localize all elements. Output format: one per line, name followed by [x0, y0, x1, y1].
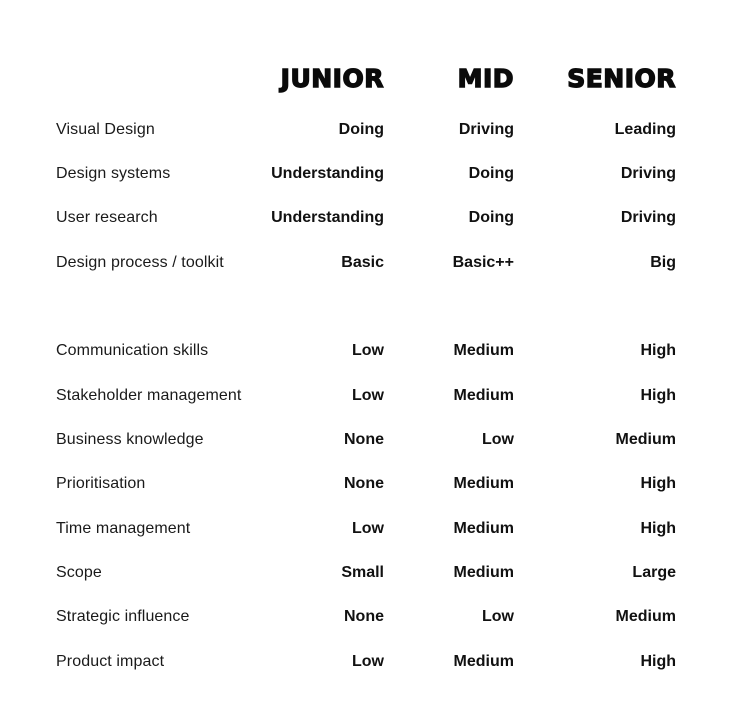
column-header-senior: SENIOR — [567, 64, 676, 93]
skill-label: Time management — [56, 520, 191, 537]
senior-value: High — [640, 520, 676, 537]
mid-value: Medium — [453, 564, 514, 581]
junior-value: Low — [352, 653, 384, 670]
senior-value: Big — [650, 254, 676, 271]
skill-label: User research — [56, 209, 158, 226]
skill-row-communication — [0, 338, 750, 364]
junior-value: Understanding — [271, 165, 384, 182]
column-header-junior: JUNIOR — [280, 64, 384, 93]
skill-label: Design process / toolkit — [56, 254, 224, 271]
skill-label: Design systems — [56, 165, 171, 182]
skill-row-design-process — [0, 250, 750, 276]
mid-value: Driving — [458, 121, 514, 138]
mid-value: Medium — [453, 387, 514, 404]
skill-label: Business knowledge — [56, 431, 204, 448]
senior-value: High — [640, 475, 676, 492]
skill-label: Stakeholder management — [56, 387, 242, 404]
senior-value: Large — [632, 564, 676, 581]
junior-value: Small — [341, 564, 384, 581]
skill-row-prioritisation — [0, 471, 750, 497]
skill-row-business-knowledge — [0, 427, 750, 453]
junior-value: Doing — [338, 121, 384, 138]
skill-row-stakeholder-management — [0, 383, 750, 409]
junior-value: None — [344, 608, 384, 625]
skill-label: Product impact — [56, 653, 165, 670]
mid-value: Medium — [453, 342, 514, 359]
senior-value: Driving — [620, 209, 676, 226]
senior-value: Medium — [615, 608, 676, 625]
junior-value: Low — [352, 387, 384, 404]
skill-row-scope — [0, 560, 750, 586]
mid-value: Medium — [453, 653, 514, 670]
mid-value: Doing — [468, 165, 514, 182]
mid-value: Medium — [453, 475, 514, 492]
skill-label: Prioritisation — [56, 475, 146, 492]
skill-row-product-impact — [0, 649, 750, 675]
junior-value: Basic — [341, 254, 384, 271]
skill-label: Visual Design — [56, 121, 155, 138]
mid-value: Medium — [453, 520, 514, 537]
senior-value: High — [640, 387, 676, 404]
senior-value: High — [640, 653, 676, 670]
skill-label: Scope — [56, 564, 102, 581]
junior-value: None — [344, 431, 384, 448]
skill-row-design-systems — [0, 161, 750, 187]
senior-value: Medium — [615, 431, 676, 448]
level-header-row — [0, 62, 750, 96]
mid-value: Doing — [468, 209, 514, 226]
junior-value: None — [344, 475, 384, 492]
skill-row-visual-design — [0, 117, 750, 143]
mid-value: Low — [482, 431, 514, 448]
senior-value: Leading — [614, 121, 676, 138]
skill-row-strategic-influence — [0, 604, 750, 630]
senior-value: High — [640, 342, 676, 359]
junior-value: Low — [352, 520, 384, 537]
column-header-mid: MID — [457, 64, 514, 93]
junior-value: Low — [352, 342, 384, 359]
skill-label: Strategic influence — [56, 608, 190, 625]
senior-value: Driving — [620, 165, 676, 182]
skill-row-time-management — [0, 516, 750, 542]
junior-value: Understanding — [271, 209, 384, 226]
skill-row-user-research — [0, 205, 750, 231]
skill-label: Communication skills — [56, 342, 209, 359]
mid-value: Low — [482, 608, 514, 625]
mid-value: Basic++ — [452, 254, 514, 271]
